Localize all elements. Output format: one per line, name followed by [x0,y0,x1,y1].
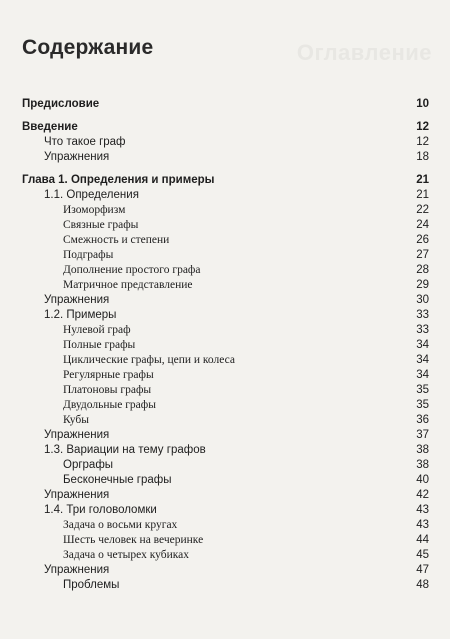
toc-entry [0,323,450,338]
toc-entry-page: 28 [416,264,429,276]
toc-entry [0,338,450,353]
toc-entry-title: Подграфы [63,249,114,261]
toc-entry-section [0,308,450,323]
toc-entry [0,578,450,593]
toc-entry-section [0,188,450,203]
toc-entry-page: 44 [416,534,429,546]
toc-entry-page: 30 [416,294,429,306]
toc-entry-section [0,503,450,518]
page-title: Содержание [22,36,154,59]
toc-entry-title: 1.2. Примеры [44,309,117,321]
toc-entry-title: 1.3. Вариации на тему графов [44,444,206,456]
toc-entry [0,218,450,233]
toc-entry-title: Введение [22,121,78,133]
toc-entry [0,233,450,248]
toc-entry [0,248,450,263]
toc-entry-page: 40 [416,474,429,486]
toc-entry-title: Предисловие [22,98,100,110]
toc-entry-page: 43 [416,504,429,516]
toc-entry-page: 34 [416,354,429,366]
toc-entry-page: 12 [416,136,429,148]
toc-entry-preface [0,97,450,112]
toc-entry [0,278,450,293]
toc-entry-title: Глава 1. Определения и примеры [22,174,215,186]
toc-entry-page: 29 [416,279,429,291]
toc-entry [0,473,450,488]
toc-entry-title: Платоновы графы [63,384,152,396]
toc-entry-page: 18 [416,151,429,163]
toc-entry-chapter-1 [0,173,450,188]
toc-entry-title: Нулевой граф [63,324,131,336]
toc-entry-page: 24 [416,219,429,231]
toc-entry-page: 22 [416,204,429,216]
toc-entry-title: Задача о восьми кругах [63,519,178,531]
toc-entry [0,398,450,413]
toc-entry-page: 37 [416,429,429,441]
toc-entry [0,263,450,278]
toc-entry-title: Дополнение простого графа [63,264,201,276]
toc-entry-title: Орграфы [63,459,114,471]
toc-entry-page: 43 [416,519,429,531]
toc-entry-title: Регулярные графы [63,369,154,381]
toc-entry-introduction [0,120,450,135]
toc-entry-page: 33 [416,309,429,321]
toc-entry-title: Изоморфизм [63,204,126,216]
toc-entry-title: Бесконечные графы [63,474,172,486]
toc-entry-page: 21 [416,174,429,186]
toc-entry-title: Упражнения [44,151,110,163]
toc-entry [0,563,450,578]
toc-entry-title: Упражнения [44,429,110,441]
toc-entry [0,488,450,503]
toc-entry [0,533,450,548]
toc-entry-page: 36 [416,414,429,426]
toc-entry-page: 34 [416,369,429,381]
toc-entry-page: 21 [416,189,429,201]
toc-entry-page: 12 [416,121,429,133]
toc-entry-page: 35 [416,384,429,396]
toc-entry-page: 35 [416,399,429,411]
toc-entry-title: Упражнения [44,564,110,576]
toc-entry [0,203,450,218]
toc-entry-page: 10 [416,98,429,110]
toc-entry-page: 26 [416,234,429,246]
toc-entry-page: 27 [416,249,429,261]
toc-entry-title: Проблемы [63,579,120,591]
toc-entry-page: 33 [416,324,429,336]
toc-entry-title: Упражнения [44,489,110,501]
toc-entry [0,548,450,563]
toc-entry-page: 34 [416,339,429,351]
toc-entry-title: Кубы [63,414,89,426]
toc-entry-page: 38 [416,459,429,471]
toc-entry-page: 38 [416,444,429,456]
toc-entry-title: Двудольные графы [63,399,156,411]
toc-entry-title: Упражнения [44,294,110,306]
toc-entry [0,383,450,398]
toc-entry [0,413,450,428]
toc-entry-title: Смежность и степени [63,234,170,246]
toc-entry-title: Задача о четырех кубиках [63,549,190,561]
toc-entry [0,353,450,368]
toc-entry-title: Связные графы [63,219,139,231]
toc-entry-page: 47 [416,564,429,576]
toc-entry-title: Шесть человек на вечеринке [63,534,204,546]
toc-entry-page: 45 [416,549,429,561]
toc-entry [0,458,450,473]
toc-entry-title: Циклические графы, цепи и колеса [63,354,235,366]
toc-entry [0,293,450,308]
toc-entry [0,368,450,383]
toc-entry-title: Матричное представление [63,279,193,291]
toc-entry-page: 48 [416,579,429,591]
toc-entry [0,518,450,533]
toc-entry-title: Полные графы [63,339,136,351]
toc-entry-page: 42 [416,489,429,501]
toc-entry [0,428,450,443]
toc-entry-title: 1.1. Определения [44,189,139,201]
toc-entry-title: 1.4. Три головоломки [44,504,157,516]
bleed-through-text: Оглавление [296,40,432,65]
toc-entry [0,150,450,165]
toc-entry-section [0,443,450,458]
toc-entry-title: Что такое граф [44,136,126,148]
toc-entry [0,135,450,150]
